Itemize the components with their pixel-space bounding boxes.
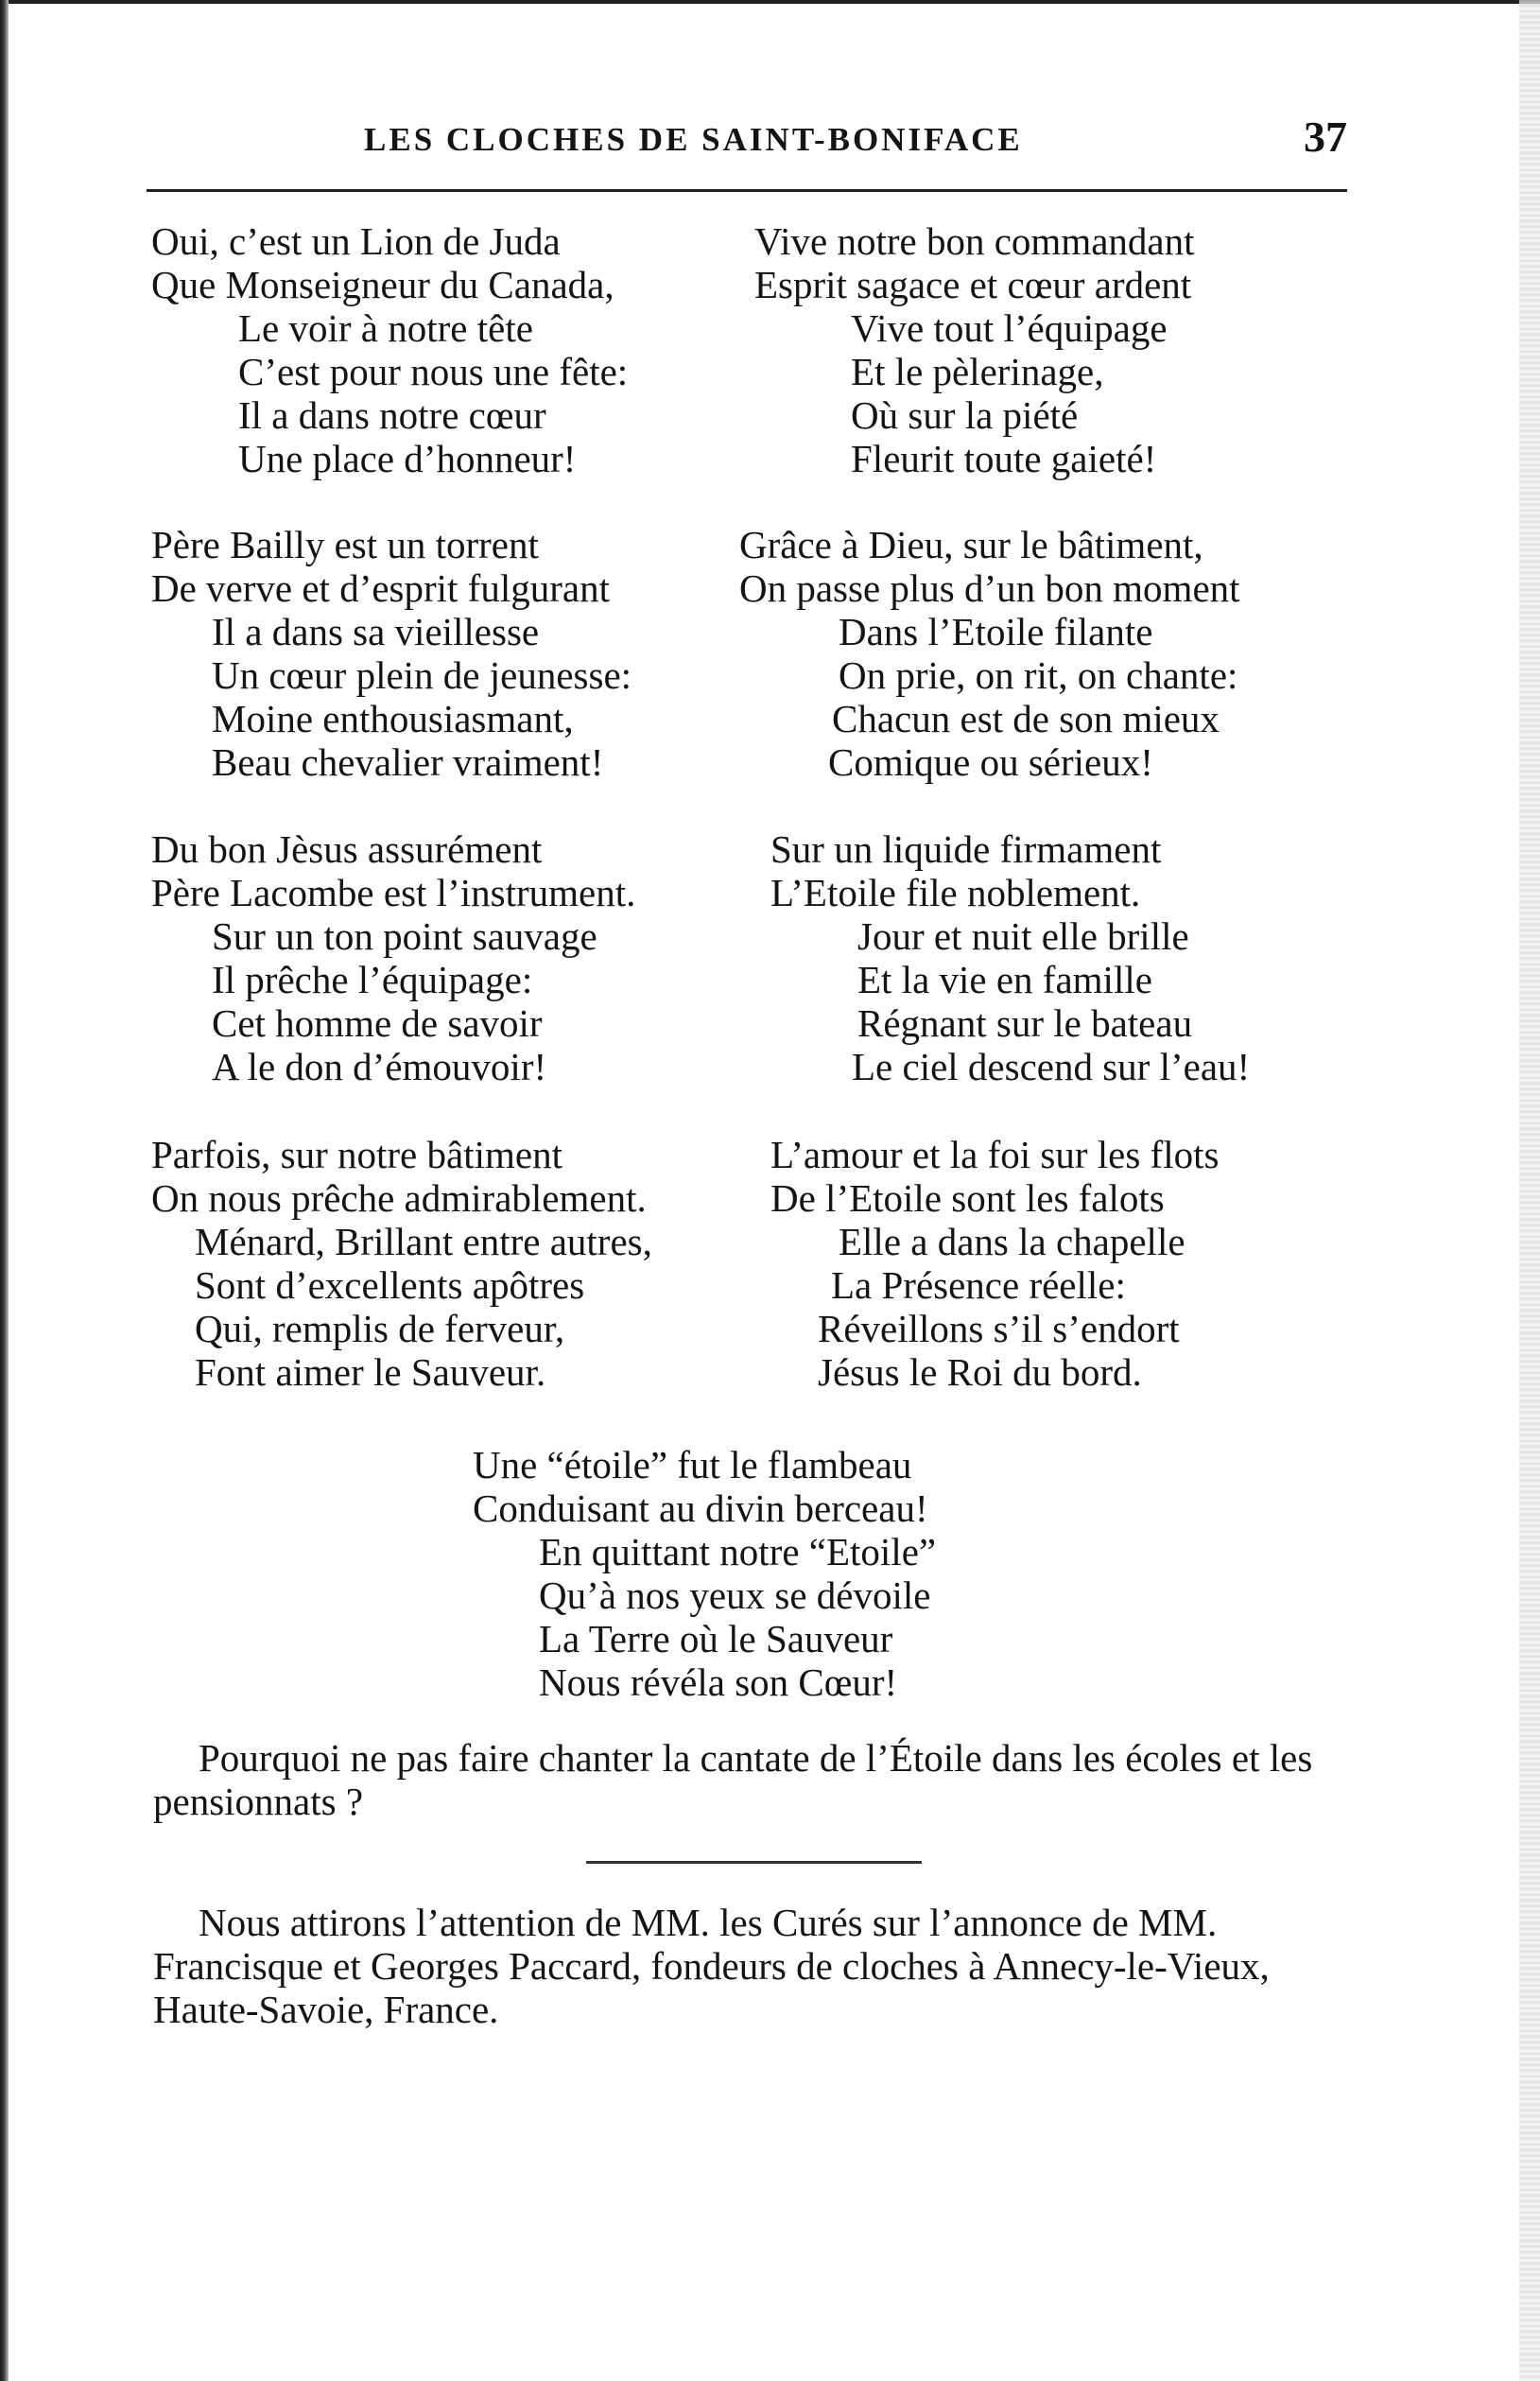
stanza-right-4	[770, 1133, 1219, 1394]
stanza-left-3	[151, 827, 635, 1088]
verse-line: Jésus le Roi du bord.	[818, 1350, 1142, 1394]
stanza-right-3	[770, 827, 1250, 1088]
verse-line: Parfois, sur notre bâtiment	[151, 1133, 562, 1176]
page-header	[147, 112, 1347, 168]
verse-line: L’Etoile file noblement.	[770, 871, 1141, 914]
paragraph-text: Pourquoi ne pas faire chanter la cantate de l’Étoile dans les écoles et les pensionnats ?	[153, 1736, 1313, 1823]
verse-line: Grâce à Dieu, sur le bâtiment,	[739, 523, 1203, 566]
paragraph-text: Nous attirons l’attention de MM. les Curés sur l’annonce de MM. Francisque et Georges Paccard, fondeurs de cloches à Annecy-le-Vieux, Haute-Savoie, France.	[153, 1901, 1270, 2031]
verse-line: C’est pour nous une fête:	[238, 350, 629, 393]
verse-line: La Présence réelle:	[831, 1263, 1126, 1307]
verse-line: Sur un ton point sauvage	[212, 914, 597, 958]
stanza-left-2	[151, 523, 632, 784]
verse-line: Moine enthousiasmant,	[212, 697, 574, 740]
verse-line: On nous prêche admirablement.	[151, 1176, 647, 1220]
verse-line: Comique ou sérieux!	[828, 740, 1153, 784]
header-rule	[147, 189, 1347, 192]
verse-line: Où sur la piété	[851, 393, 1079, 437]
page-number: 37	[1304, 113, 1347, 161]
verse-line: Sont d’excellents apôtres	[195, 1263, 585, 1307]
page-right-edge	[1519, 0, 1540, 2381]
verse-line: Esprit sagace et cœur ardent	[754, 263, 1192, 306]
verse-line: Sur un liquide firmament	[770, 827, 1162, 871]
stanza-left-1	[151, 219, 628, 480]
verse-line: Qu’à nos yeux se dévoile	[539, 1573, 931, 1617]
verse-line: Le voir à notre tête	[238, 306, 533, 350]
verse-line: Il a dans sa vieillesse	[212, 610, 540, 653]
verse-line: Il prêche l’équipage:	[212, 958, 533, 1001]
paragraph-cantata	[153, 1736, 1354, 1823]
verse-line: En quittant notre “Etoile”	[539, 1530, 937, 1573]
verse-line: Vive notre bon commandant	[754, 219, 1195, 263]
verse-line: Elle a dans la chapelle	[839, 1220, 1185, 1263]
stanza-right-1	[754, 219, 1195, 480]
verse-line: A le don d’émouvoir!	[212, 1045, 547, 1088]
verse-line: De verve et d’esprit fulgurant	[151, 566, 610, 610]
verse-line: L’amour et la foi sur les flots	[770, 1133, 1220, 1176]
verse-line: On passe plus d’un bon moment	[739, 566, 1240, 610]
verse-line: Qui, remplis de ferveur,	[195, 1307, 565, 1350]
verse-line: Conduisant au divin berceau!	[473, 1486, 928, 1530]
verse-line: Que Monseigneur du Canada,	[151, 263, 614, 306]
verse-line: Une “étoile” fut le flambeau	[473, 1443, 912, 1486]
verse-line: Du bon Jèsus assurément	[151, 827, 543, 871]
verse-line: Vive tout l’équipage	[851, 306, 1168, 350]
section-separator	[586, 1861, 922, 1864]
verse-line: Réveillons s’il s’endort	[818, 1307, 1180, 1350]
verse-line: Père Bailly est un torrent	[151, 523, 539, 566]
verse-line: Fleurit toute gaieté!	[851, 437, 1157, 480]
running-title: LES CLOCHES DE SAINT-BONIFACE	[364, 121, 1023, 158]
verse-line: Beau chevalier vraiment!	[212, 740, 604, 784]
verse-line: Cet homme de savoir	[212, 1001, 543, 1045]
verse-line: Régnant sur le bateau	[857, 1001, 1193, 1045]
page-top-edge	[0, 0, 1540, 4]
verse-line: Le ciel descend sur l’eau!	[852, 1045, 1251, 1088]
verse-line: De l’Etoile sont les falots	[770, 1176, 1165, 1220]
page-left-edge	[0, 0, 9, 2381]
verse-line: Jour et nuit elle brille	[857, 914, 1189, 958]
verse-line: Dans l’Etoile filante	[839, 610, 1153, 653]
verse-line: La Terre où le Sauveur	[539, 1617, 893, 1660]
verse-line: Père Lacombe est l’instrument.	[151, 871, 636, 914]
verse-line: Ménard, Brillant entre autres,	[195, 1220, 652, 1263]
verse-line: Oui, c’est un Lion de Juda	[151, 219, 561, 263]
verse-line: Chacun est de son mieux	[832, 697, 1220, 740]
verse-line: Nous révéla son Cœur!	[539, 1660, 898, 1704]
verse-line: Il a dans notre cœur	[238, 393, 546, 437]
verse-line: Et le pèlerinage,	[851, 350, 1104, 393]
verse-line: Font aimer le Sauveur.	[195, 1350, 546, 1394]
verse-line: Et la vie en famille	[857, 958, 1152, 1001]
verse-line: Un cœur plein de jeunesse:	[212, 653, 632, 697]
stanza-right-2	[739, 523, 1240, 784]
verse-line: On prie, on rit, on chante:	[839, 653, 1238, 697]
stanza-left-4	[151, 1133, 652, 1394]
verse-line: Une place d’honneur!	[238, 437, 577, 480]
stanza-closing	[473, 1443, 936, 1704]
paragraph-announcement	[153, 1901, 1354, 2031]
